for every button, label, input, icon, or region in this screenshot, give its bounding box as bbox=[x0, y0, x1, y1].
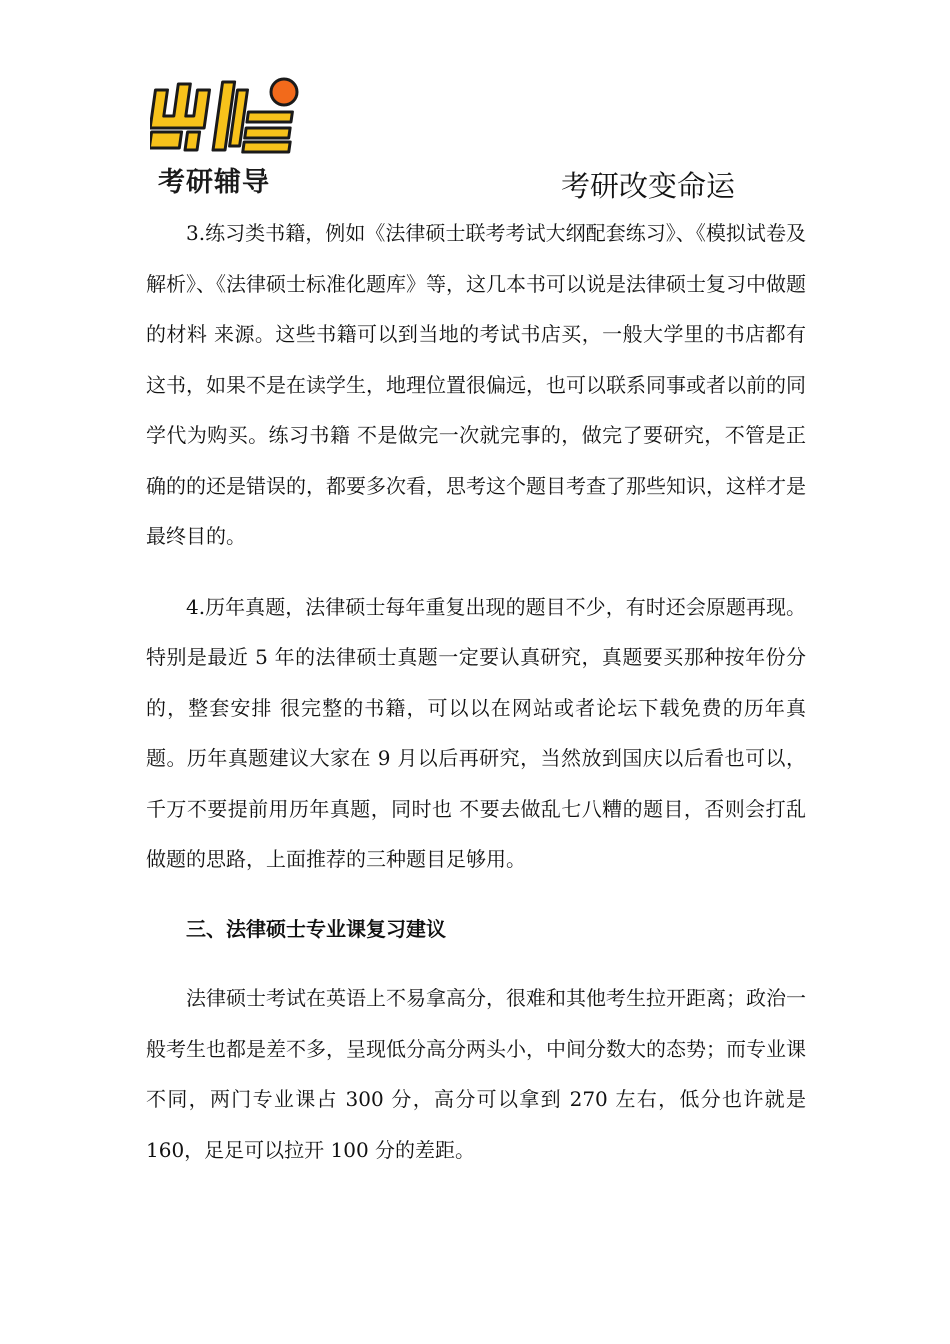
kaicheng-logo-mark bbox=[150, 72, 310, 154]
logo-caption: 考研辅导 bbox=[158, 167, 270, 198]
paragraph-specialty-advice: 法律硕士考试在英语上不易拿高分，很难和其他考生拉开距离；政治一般考生也都是差不多，呈现低分高分两头小，中间分数大的态势；而专业课不同，两门专业课占 300 分，高分可以拿到 270 左右，低分也许就是 160，足足可以拉开 100 分的差距。 bbox=[146, 986, 806, 1162]
section-heading: 三、法律硕士专业课复习建议 bbox=[186, 916, 446, 941]
paragraph-past-exams: 4.历年真题，法律硕士每年重复出现的题目不少，有时还会原题再现。特别是最近 5 年的法律硕士真题一定要认真研究，真题要买那种按年份分的，整套安排 很完整的书籍，可以以在网站或者论坛下载免费的历年真题。历年真题建议大家在 9 月以后再研究，当然放到国庆以后看也可以，千万不要提前用历年真题，同时也 不要去做乱七八糟的题目，否则会打乱做题的思路，上面推荐的三种题目足够用。 bbox=[146, 594, 806, 871]
slogan: 考研改变命运 bbox=[561, 169, 736, 203]
paragraph-practice-books: 3.练习类书籍，例如《法律硕士联考考试大纲配套练习》、《模拟试卷及解析》、《法律硕士标准化题库》等，这几本书可以说是法律硕士复习中做题的材料 来源。这些书籍可以到当地的考试书店买，一般大学里的书店都有这书，如果不是在读学生，地理位置很偏远，也可以联系同事或者以前的同学代为购买。练习书籍 不是做完一次就完事的，做完了要研究，不管是正确的的还是错误的，都要多次看，思考这个题目考查了那些知识，这样才是最终目的。 bbox=[146, 221, 806, 548]
kaicheng-logo bbox=[150, 72, 310, 197]
logo-dot-icon bbox=[271, 79, 297, 105]
document-body bbox=[146, 208, 806, 1175]
